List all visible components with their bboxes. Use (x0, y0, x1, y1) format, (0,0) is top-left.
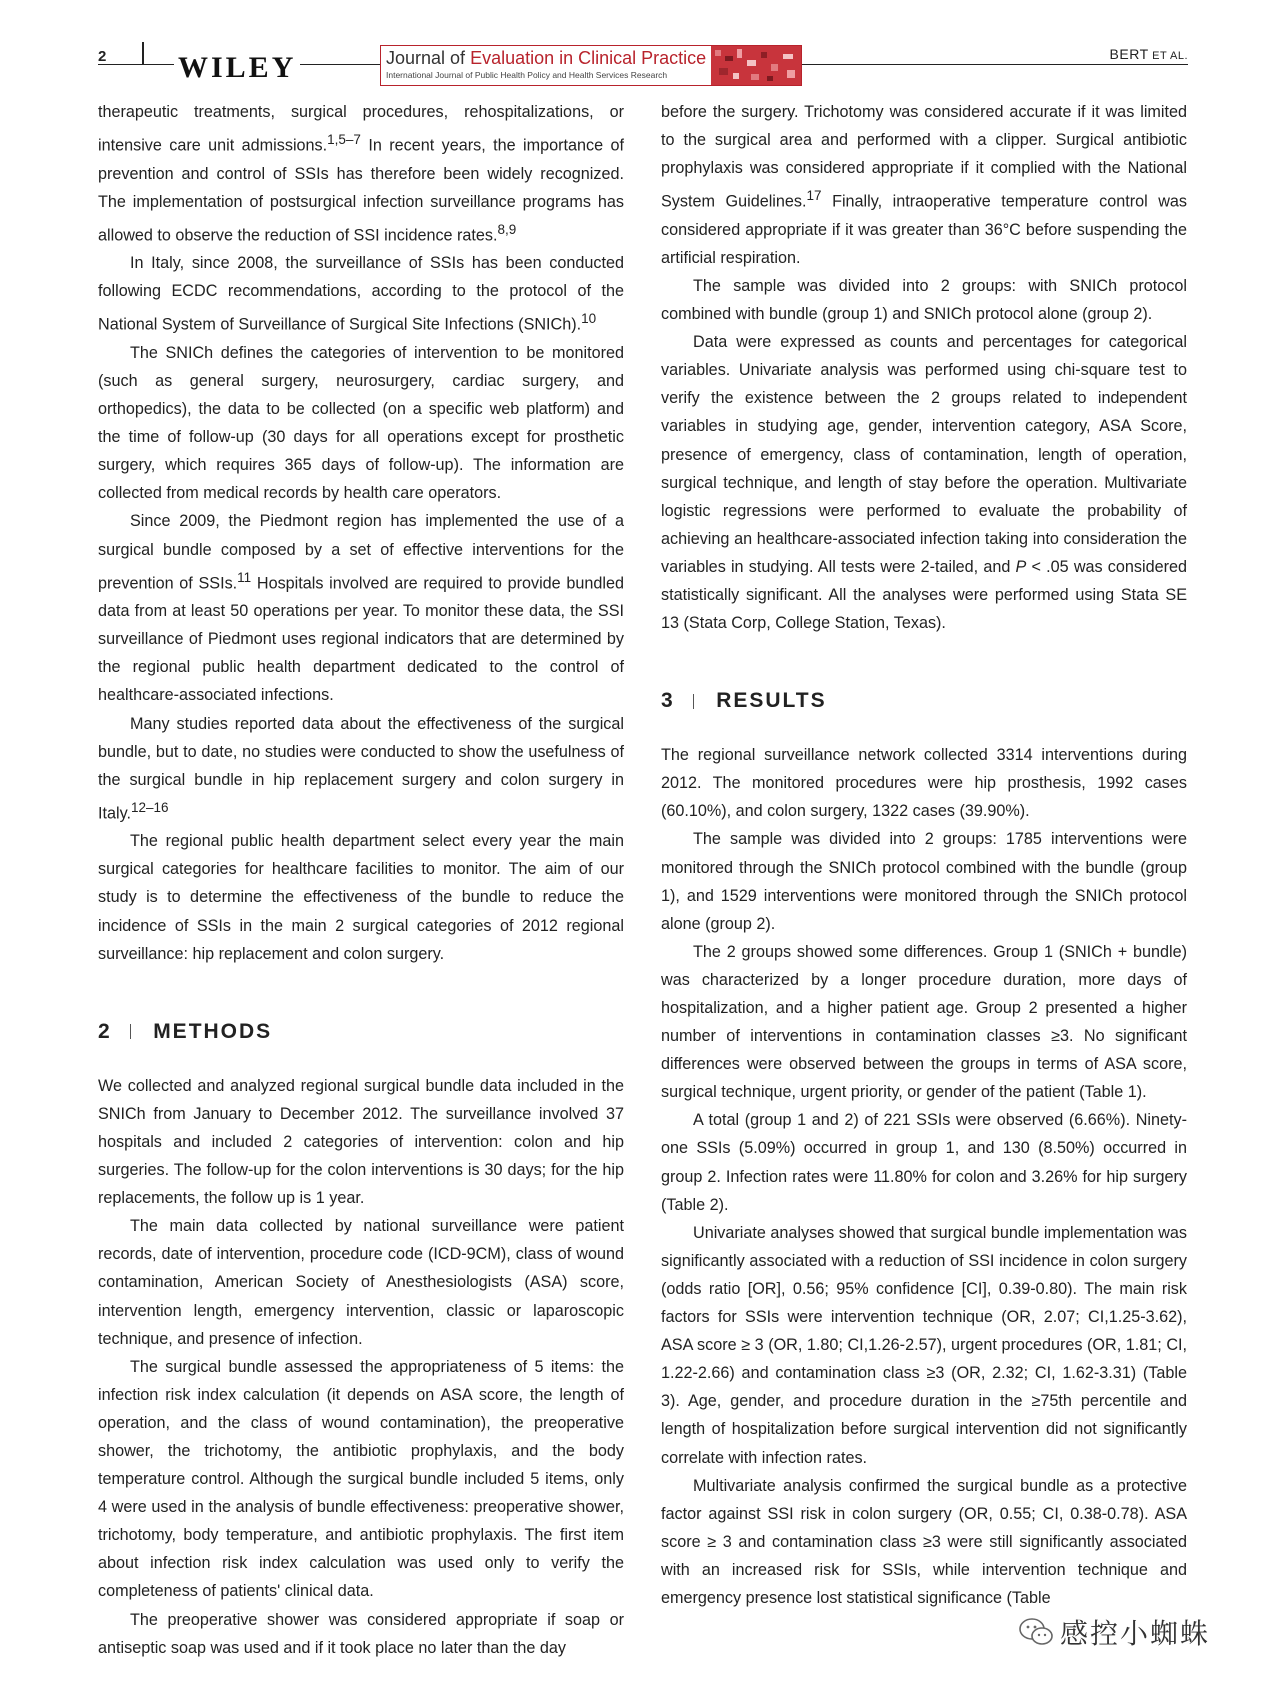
text-run: < .05 was considered statistically significant. All the analyses were performed using Stata SE 13 (Stata Corp, College Station, Texas). (661, 557, 1187, 633)
text-run: Finally, intraoperative temperature control was considered appropriate if it was greater than 36°C before suspending the artificial respiration. (661, 192, 1188, 267)
results-paragraph-2: The sample was divided into 2 groups: 1785 interventions were monitored through the SNICh protocol combined with the bundle (group 1), and 1529 interventions were monitored through the SNICh protocol alone (group 2). (661, 830, 1187, 933)
results-paragraph-5: Univariate analyses showed that surgical bundle implementation was significantly associated with a reduction of SSI incidence in colon surgery (odds ratio [OR], 0.56; 95% confidence [CI], 0.39-0.80). The main risk factors for SSIs were intervention technique (OR, 2.07; CI,1.25-3.62), ASA score ≥ 3 (OR, 1.80; CI,1.26-2.57), urgent procedures (OR, 1.81; CI, 1.22-2.66) and contamination class ≥3 (OR, 2.32; CI, 1.62-3.31) (Table 3). Age, gender, and procedure duration in the ≥75th percentile and length of hospitalization before surgical intervention did not significantly correlate with infection rates. (661, 1223, 1187, 1467)
text-run: before the surgery. Trichotomy was considered accurate if it was limited to the surgical area and performed with a clipper. Surgical antibiotic prophylaxis was considered appropriate if it complied with the National System Guidelines. (661, 103, 1187, 211)
section-title: RESULTS (716, 689, 827, 713)
methods-paragraph-3: The surgical bundle assessed the appropriateness of 5 items: the infection risk index calculation (it depends on ASA score, the length of operation, and the class of wound contamination), the preoperative shower, the trichotomy, the antibiotic prophylaxis, and the body temperature control. Although the surgical bundle included 5 items, only 4 were used in the analysis of bundle effectiveness: preoperative shower, trichotomy, body temperature, and antibiotic prophylaxis. The first item about infection risk index calculation was used only to verify the completeness of patients' clinical data. (98, 1357, 624, 1601)
citation-ref: 11 (237, 569, 252, 585)
methods-paragraph-5 (661, 98, 1187, 272)
methods-heading (98, 1020, 624, 1044)
journal-title (386, 48, 706, 69)
citation-ref: 1,5–7 (327, 132, 361, 148)
text-run: Many studies reported data about the effectiveness of the surgical bundle, but to date, no studies were conducted to show the usefulness of the surgical bundle in hip replacement surgery and colon surgery in Italy. (98, 714, 624, 823)
running-header (98, 42, 1188, 88)
heading-divider (130, 1024, 132, 1039)
intro-paragraph-1 (98, 98, 624, 249)
wechat-icon (1018, 1616, 1054, 1648)
watermark (1018, 1612, 1210, 1652)
methods-paragraph-6: The sample was divided into 2 groups: with SNICh protocol combined with bundle (group 1) and SNICh protocol alone (group 2). (661, 276, 1187, 324)
section-number: 3 (661, 689, 675, 713)
left-column (98, 98, 624, 1662)
results-paragraph-6: Multivariate analysis confirmed the surgical bundle as a protective factor against SSI risk in colon surgery (OR, 0.55; CI, 0.38-0.78). ASA score ≥ 3 and contamination class ≥3 were still significantly associated with an increased risk for SSIs, while intervention technique and emergency presence lost statistical significance (Table (661, 1476, 1187, 1607)
methods-paragraph-4: The preoperative shower was considered appropriate if soap or antiseptic soap was used and if it took place no later than the day (98, 1610, 624, 1657)
citation-ref: 17 (806, 188, 822, 204)
results-paragraph-4: A total (group 1 and 2) of 221 SSIs were observed (6.66%). Ninety-one SSIs (5.09%) occurred in group 1, and 130 (8.50%) occurred in group 2. Infection rates were 11.80% for colon and 3.26% for hip surgery (Table 2). (661, 1111, 1187, 1214)
journal-title-name: Evaluation in Clinical Practice (470, 48, 707, 68)
header-divider (142, 42, 144, 64)
results-heading (661, 689, 1187, 713)
running-author (1106, 46, 1188, 62)
methods-paragraph-7 (661, 328, 1187, 637)
journal-subtitle: International Journal of Public Health Policy and Health Services Research (386, 70, 668, 80)
citation-ref: 8,9 (497, 221, 517, 237)
intro-paragraph-6: The regional public health department select every year the main surgical categories for healthcare facilities to monitor. The aim of our study is to determine the effectiveness of the bundle to reduce the incidence of SSIs in the main 2 surgical categories of 2012 regional surveillance: hip replacement and colon surgery. (98, 832, 624, 963)
watermark-text: 感控小蜘蛛 (1060, 1617, 1211, 1650)
section-title: METHODS (153, 1019, 273, 1043)
text-run: Hospitals involved are required to provide bundled data from at least 50 operations per year. To monitor these data, the SSI surveillance of Piedmont uses regional indicators that are determined by the regional public health department dedicated to the control of healthcare-associated infections. (98, 574, 624, 705)
p-value-symbol: P (1015, 557, 1027, 576)
right-column (661, 98, 1187, 1612)
text-run: In Italy, since 2008, the surveillance of SSIs has been conducted following ECDC recommendations, according to the protocol of the National System of Surveillance of Surgical Site Infections (SNICh). (98, 254, 624, 334)
intro-paragraph-2 (98, 249, 624, 339)
heading-divider (693, 694, 695, 709)
journal-banner (380, 45, 802, 86)
intro-paragraph-5 (98, 710, 624, 828)
methods-paragraph-1: We collected and analyzed regional surgical bundle data included in the SNICh from January to December 2012. The surveillance involved 37 hospitals and included 2 categories of intervention: colon and hip surgeries. The follow-up for the colon interventions is 30 days; for the hip replacements, the follow up is 1 year. (98, 1076, 624, 1208)
results-paragraph-1: The regional surveillance network collected 3314 interventions during 2012. The monitored procedures were hip prosthesis, 1992 cases (60.10%), and colon surgery, 1322 cases (39.90%). (661, 746, 1187, 821)
citation-ref: 10 (581, 311, 597, 327)
intro-paragraph-4 (98, 507, 624, 709)
citation-ref: 12–16 (130, 799, 169, 815)
text-run: Data were expressed as counts and percentages for categorical variables. Univariate analysis was performed using chi-square test to verify the existence between the 2 groups related to independent variables in studying age, gender, intervention category, ASA Score, presence of emergency, class of contamination, length of operation, surgical technique, and length of stay before the operation. Multivariate logistic regressions were performed to evaluate the probability of achieving an healthcare-associated infection taking into consideration the variables in studying. All tests were 2-tailed, and (661, 333, 1187, 576)
page-number: 2 (98, 48, 107, 65)
text-run: therapeutic treatments, surgical procedures, rehospitalizations, or intensive care unit admissions. (98, 103, 624, 155)
author-main: BERT (1109, 46, 1149, 62)
section-number: 2 (98, 1019, 112, 1043)
text-run: In recent years, the importance of prevention and control of SSIs has therefore been widely recognized. The implementation of postsurgical infection surveillance programs has allowed to observe the reduction of SSI incidence rates. (98, 136, 625, 245)
intro-paragraph-3: The SNICh defines the categories of intervention to be monitored (such as general surgery, neurosurgery, cardiac surgery, and orthopedics), the data to be collected (on a specific web platform) and the time of follow-up (30 days for all operations except for prosthetic surgery, which requires 365 days of follow-up). The information are collected from medical records by health care operators. (98, 343, 624, 503)
results-paragraph-3: The 2 groups showed some differences. Group 1 (SNICh + bundle) was characterized by a longer procedure duration, more days of hospitalization, and a higher patient age. Group 2 presented a higher number of interventions in contamination classes ≥3. No significant differences were observed between the groups in terms of ASA score, surgical technique, urgent priority, or gender of the patient (Table 1). (661, 942, 1187, 1102)
journal-title-prefix: Journal of (386, 48, 471, 68)
banner-pattern-graphic (711, 46, 801, 85)
text-run: Since 2009, the Piedmont region has implemented the use of a surgical bundle composed by a set of effective interventions for the prevention of SSIs. (98, 512, 624, 593)
author-etal: ET AL. (1148, 50, 1188, 62)
methods-paragraph-2: The main data collected by national surveillance were patient records, date of intervention, procedure code (ICD-9CM), class of wound contamination, American Society of Anesthesiologists (ASA) score, intervention length, emergency intervention, classic or laparoscopic technique, and presence of infection. (98, 1217, 624, 1348)
publisher-logo: WILEY (174, 52, 300, 84)
